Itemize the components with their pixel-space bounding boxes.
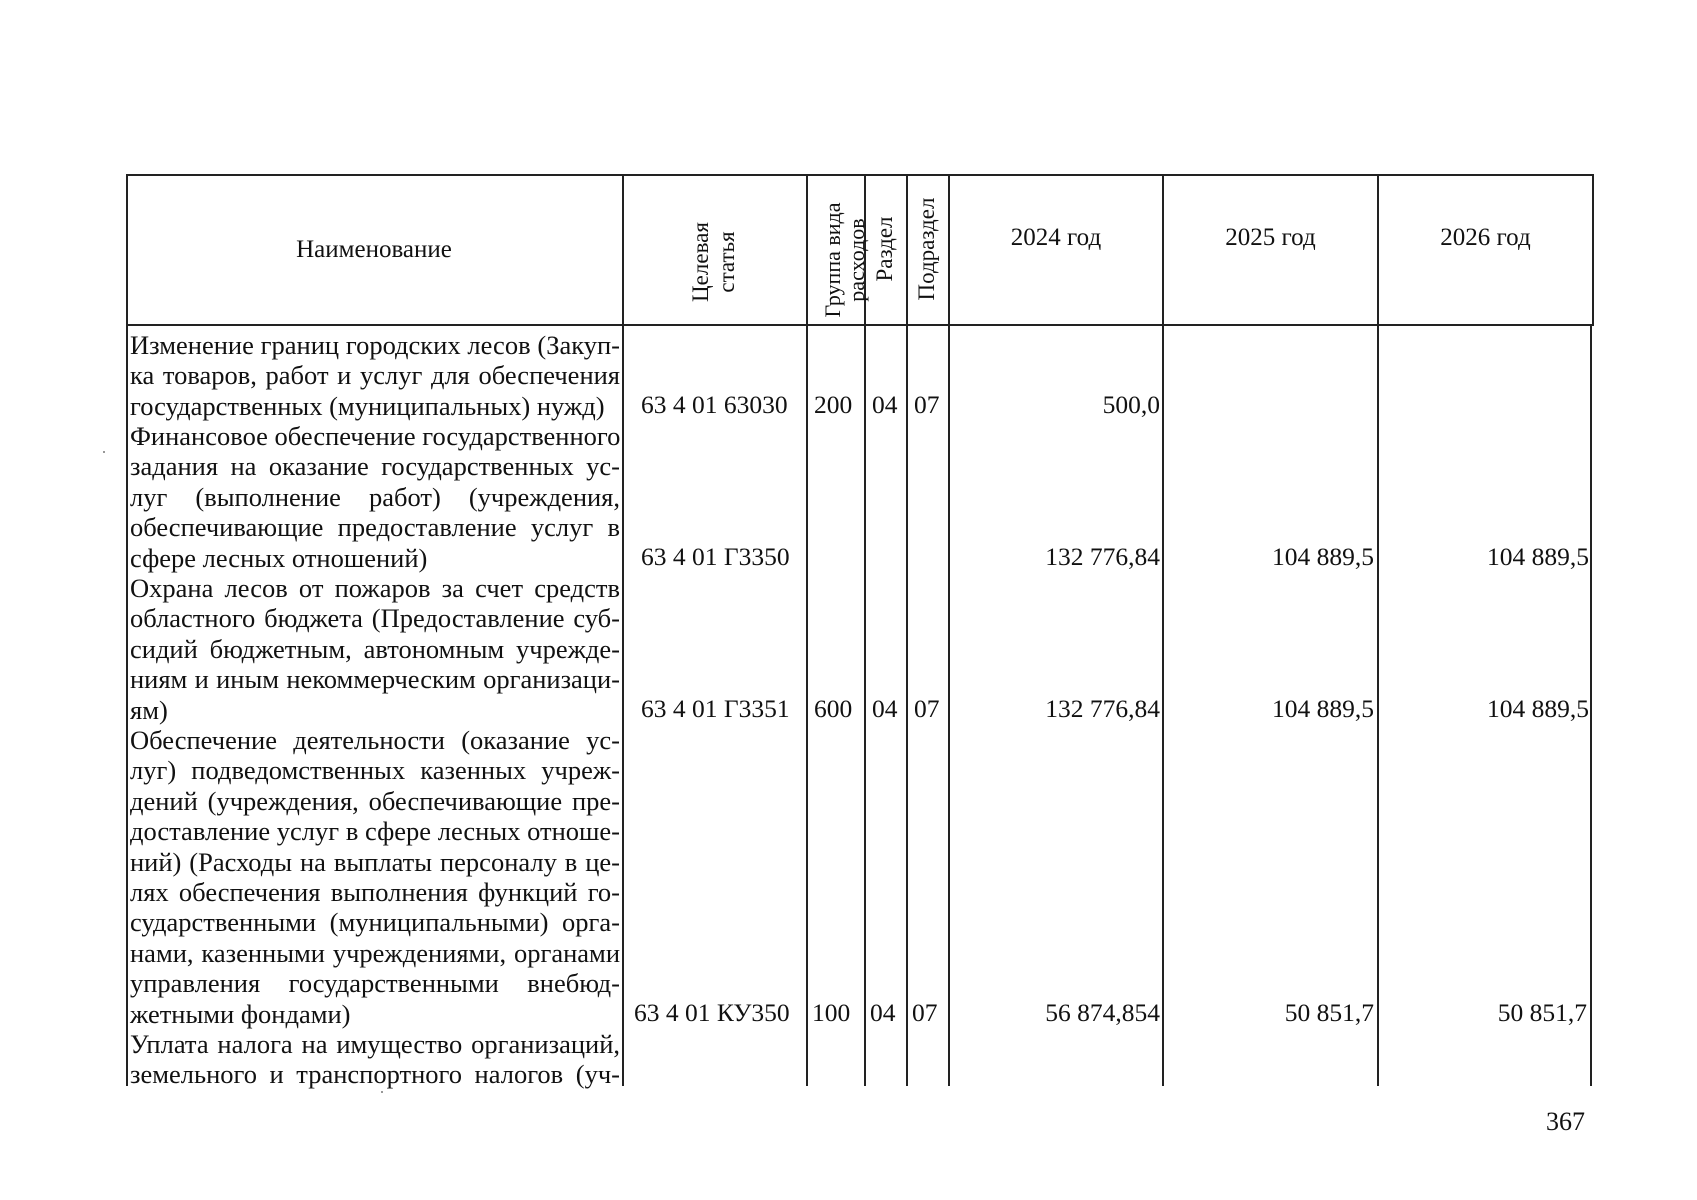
budget-table [126, 174, 1594, 1090]
header-2026: 2026 год [1440, 224, 1531, 251]
row-3-subsection: 07 [914, 694, 940, 723]
row-3-section: 04 [872, 694, 898, 723]
row-2-target: 63 4 01 Г3350 [641, 542, 790, 571]
row-4-2026: 50 851,7 [1497, 998, 1587, 1027]
page-number: 367 [1546, 1107, 1585, 1136]
col-line-1 [622, 174, 624, 1086]
row-3-2025: 104 889,5 [1272, 694, 1374, 723]
header-2024: 2024 год [1010, 224, 1102, 251]
row-3-group: 600 [814, 694, 853, 723]
header-expense-group: Группа вида расходов [820, 202, 869, 318]
col-line-5 [948, 174, 950, 1086]
row-3-2026: 104 889,5 [1487, 694, 1589, 723]
scan-speck [103, 451, 105, 453]
row-4-target: 63 4 01 КУ350 [634, 998, 790, 1027]
col-line-2 [806, 174, 808, 1086]
header-section: Раздел [872, 216, 897, 282]
row-2-2026: 104 889,5 [1487, 542, 1589, 571]
row-3-name: Охрана лесов от пожаров за счет средств областного бюджета (Предоставление суб- сидий бюджетным, автономным учрежде- ниям и иным некоммерческим организаци- ям) [130, 573, 620, 725]
col-line-8-header [1592, 174, 1594, 324]
row-2-2025: 104 889,5 [1272, 542, 1374, 571]
row-4-section: 04 [870, 998, 896, 1027]
row-3-target: 63 4 01 Г3351 [641, 694, 790, 723]
row-1-target: 63 4 01 63030 [641, 390, 788, 419]
table-top-border [126, 174, 1594, 176]
row-3-2024: 132 776,84 [1045, 694, 1160, 723]
row-4-name: Обеспечение деятельности (оказание ус- луг) подведомственных казенных учреж- дений (учреждения, обеспечивающие пре- доставление услуг в сфере лесных отноше- ний) (Расходы на выплаты персоналу в це- лях обеспечения выполнения функций го- сударственными (муниципальными) орга- нами, казенными учреждениями, органами управления государственными внебюд- жетными фондами) [130, 725, 620, 1029]
row-2-name: Финансовое обеспечение государственного задания на оказание государственных ус- луг (выполнение работ) (учреждения, обеспечивающие предоставление услуг в сфере лесных отношений) [130, 421, 621, 573]
row-1-name: Изменение границ городских лесов (Закуп- ка товаров, работ и услуг для обеспечения государственных (муниципальных) нужд) [130, 330, 620, 421]
col-line-4 [906, 174, 908, 1086]
row-1-2024: 500,0 [1102, 390, 1160, 419]
header-name: Наименование [296, 236, 452, 263]
col-line-7 [1377, 174, 1379, 1086]
header-target-article: Целевая статья [688, 222, 739, 302]
row-5-name: Уплата налога на имущество организаций, земельного и транспортного налогов (уч- [130, 1029, 620, 1090]
row-4-group: 100 [812, 998, 851, 1027]
row-4-2024: 56 874,854 [1045, 998, 1160, 1027]
header-2025: 2025 год [1225, 224, 1316, 251]
header-subsection: Подраздел [914, 197, 939, 301]
row-2-2024: 132 776,84 [1045, 542, 1160, 571]
row-1-section: 04 [872, 390, 898, 419]
row-1-subsection: 07 [914, 390, 940, 419]
row-1-group: 200 [814, 390, 853, 419]
col-line-6 [1162, 174, 1164, 1086]
col-line-8 [1590, 324, 1592, 1086]
scan-speck [381, 1091, 383, 1093]
row-4-subsection: 07 [912, 998, 938, 1027]
col-line-0 [126, 174, 128, 1086]
row-4-2025: 50 851,7 [1284, 998, 1374, 1027]
